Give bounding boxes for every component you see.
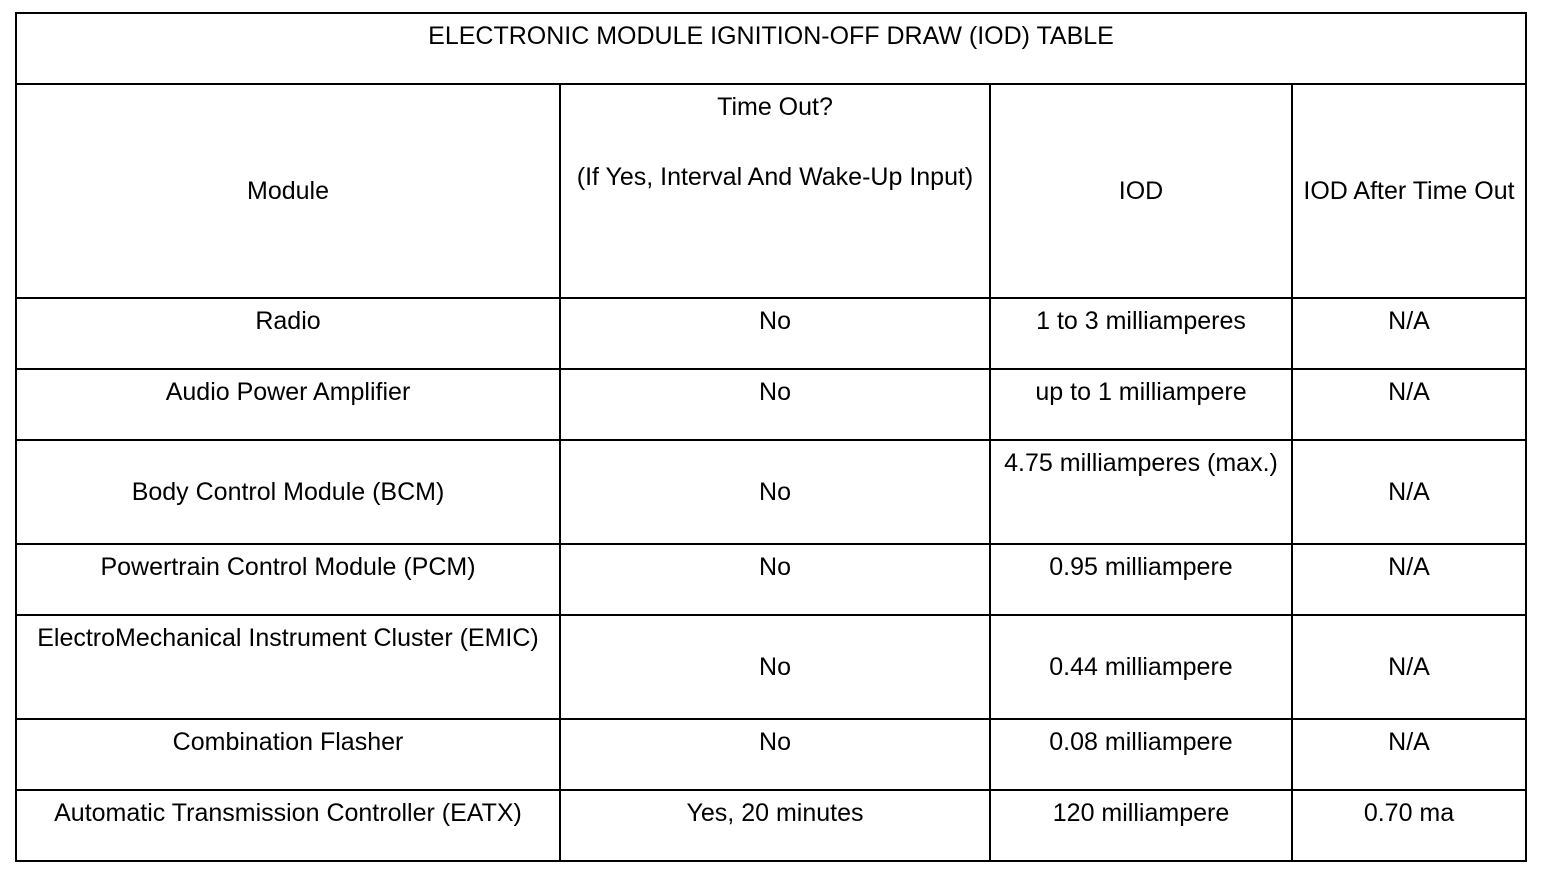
cell-iod-after: N/A	[1292, 615, 1526, 719]
cell-time-out: Yes, 20 minutes	[560, 790, 990, 861]
table-row	[16, 615, 1526, 719]
cell-module: Powertrain Control Module (PCM)	[16, 544, 560, 615]
header-time-out-sub: (If Yes, Interval And Wake-Up Input)	[576, 163, 974, 191]
cell-iod-after: N/A	[1292, 719, 1526, 790]
cell-iod: up to 1 milliampere	[990, 369, 1292, 440]
cell-module: Automatic Transmission Controller (EATX)	[16, 790, 560, 861]
table-row	[16, 719, 1526, 790]
cell-iod: 0.44 milliampere	[990, 615, 1292, 719]
cell-time-out: No	[560, 615, 990, 719]
header-time-out-label: Time Out?	[717, 93, 833, 121]
table-title: ELECTRONIC MODULE IGNITION-OFF DRAW (IOD) TABLE	[16, 13, 1526, 84]
cell-time-out: No	[560, 369, 990, 440]
table-header-row	[16, 84, 1526, 298]
cell-iod-after: N/A	[1292, 298, 1526, 369]
header-time-out	[560, 84, 990, 298]
cell-iod: 0.08 milliampere	[990, 719, 1292, 790]
table-row	[16, 298, 1526, 369]
header-iod: IOD	[990, 84, 1292, 298]
cell-iod: 1 to 3 milliamperes	[990, 298, 1292, 369]
cell-iod-after: N/A	[1292, 369, 1526, 440]
table-title-row	[16, 13, 1526, 84]
cell-time-out: No	[560, 719, 990, 790]
cell-time-out: No	[560, 440, 990, 544]
cell-module: Body Control Module (BCM)	[16, 440, 560, 544]
cell-iod: 120 milliampere	[990, 790, 1292, 861]
cell-time-out: No	[560, 544, 990, 615]
cell-iod-after: 0.70 ma	[1292, 790, 1526, 861]
header-module: Module	[16, 84, 560, 298]
table-row	[16, 440, 1526, 544]
cell-module: Radio	[16, 298, 560, 369]
iod-table	[15, 12, 1527, 862]
table-row	[16, 790, 1526, 861]
cell-iod: 0.95 milliampere	[990, 544, 1292, 615]
cell-iod-after: N/A	[1292, 440, 1526, 544]
cell-iod: 4.75 milliamperes (max.)	[990, 440, 1292, 544]
cell-iod-after: N/A	[1292, 544, 1526, 615]
header-iod-after: IOD After Time Out	[1292, 84, 1526, 298]
cell-time-out: No	[560, 298, 990, 369]
table-row	[16, 544, 1526, 615]
cell-module: Audio Power Amplifier	[16, 369, 560, 440]
table-row	[16, 369, 1526, 440]
cell-module: ElectroMechanical Instrument Cluster (EMIC)	[16, 615, 560, 719]
cell-module: Combination Flasher	[16, 719, 560, 790]
